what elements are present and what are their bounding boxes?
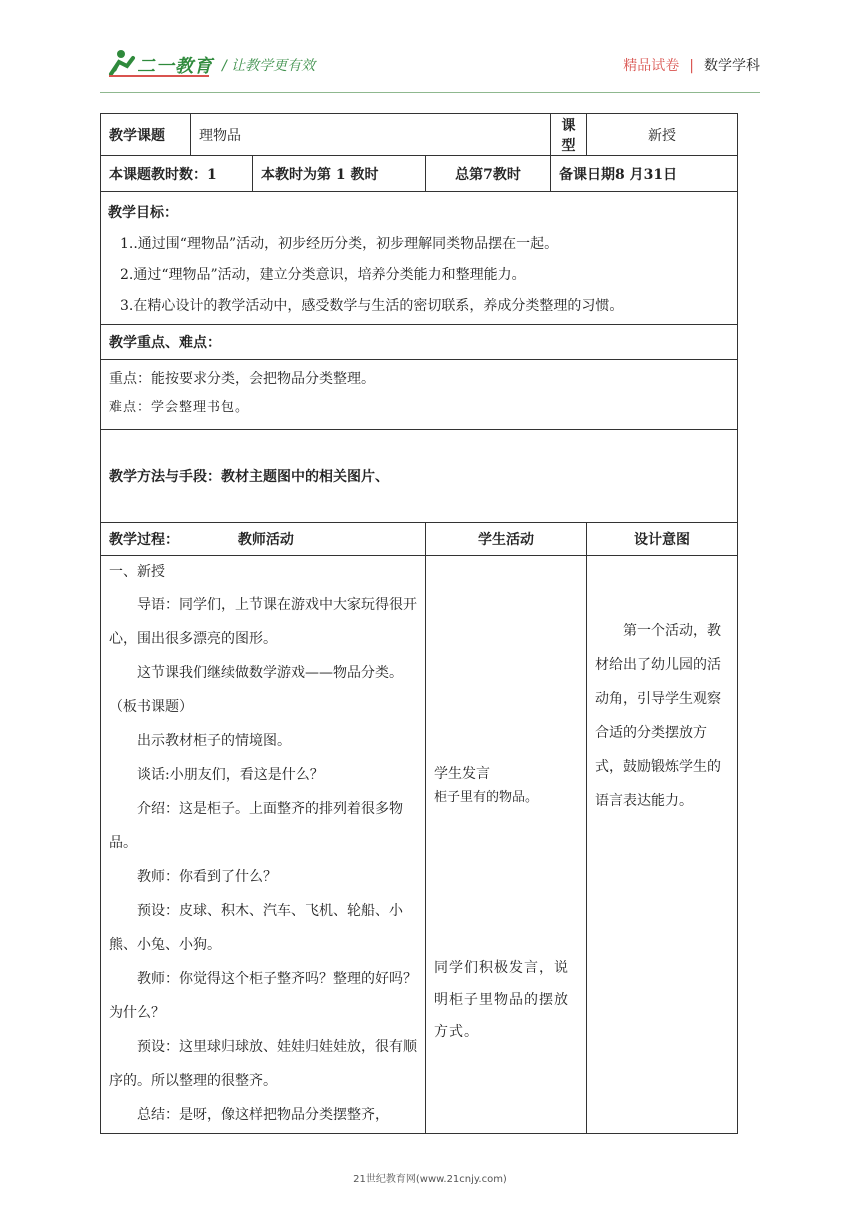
topic-value: 理物品 <box>191 114 551 156</box>
teacher-line: 出示教材柜子的情境图。 <box>137 733 291 749</box>
student-line: 同学们积极发言，说明柜子里物品的摆放方式。 <box>434 960 569 1040</box>
type-value: 新授 <box>587 114 738 156</box>
topic-label: 教学课题 <box>101 114 191 156</box>
teacher-line: 总结：是呀，像这样把物品分类摆整齐， <box>137 1107 389 1123</box>
goals-title: 教学目标： <box>108 205 178 221</box>
page-footer: 21世纪教育网(www.21cnjy.com) <box>353 1174 507 1185</box>
total-lesson-label: 总第7教时 <box>426 156 551 192</box>
student-line: 学生发言 <box>434 766 490 782</box>
row-topic <box>101 114 738 156</box>
header-label: 精品试卷 <box>623 58 680 74</box>
process-header-cell <box>101 523 426 556</box>
teacher-line: 教师：你觉得这个柜子整齐吗？整理的好吗？为什么？ <box>109 971 417 1021</box>
teacher-line: 谈话:小朋友们，看这是什么？ <box>137 767 324 783</box>
teacher-activity-header: 教师活动 <box>237 532 294 548</box>
design-intent-text: 第一个活动，教材给出了幼儿园的活动角，引导学生观察合适的分类摆放方式，鼓励锻炼学生的语言表达能力。 <box>595 623 722 809</box>
key-points-title: 教学重点、难点： <box>101 325 738 360</box>
methods-text: 教学方法与手段：教材主题图中的相关图片、 <box>101 430 738 523</box>
teacher-activity-cell <box>101 556 426 1134</box>
difficult-point: 难点：学会整理书包。 <box>109 400 250 415</box>
goal-item: 3.在精心设计的教学活动中，感受数学与生活的密切联系，养成分类整理的习惯。 <box>120 298 624 314</box>
row-goals <box>101 192 738 325</box>
teacher-line: 这节课我们继续做数学游戏——物品分类。（板书课题） <box>109 665 403 715</box>
goal-item: 2.通过“理物品”活动，建立分类意识，培养分类能力和整理能力。 <box>120 267 526 283</box>
current-lesson-label: 本教时为第 1 教时 <box>253 156 426 192</box>
teacher-line: 教师：你看到了什么？ <box>137 869 277 885</box>
student-activity-cell <box>426 556 587 1134</box>
row-methods <box>101 430 738 523</box>
teacher-line: 一、新授 <box>109 564 165 580</box>
lesson-plan-table <box>100 113 738 1134</box>
header-right <box>623 55 760 75</box>
brand-slogan: / 让教学更有效 <box>222 58 316 74</box>
process-label: 教学过程： <box>109 532 179 548</box>
teacher-line: 预设：皮球、积木、汽车、飞机、轮船、小熊、小兔、小狗。 <box>109 903 403 953</box>
row-process <box>101 556 738 1134</box>
goal-item: 1..通过围“理物品”活动，初步经历分类，初步理解同类物品摆在一起。 <box>120 236 559 252</box>
row-key-points <box>101 360 738 430</box>
brand-name: 二一教育 <box>137 56 213 77</box>
student-line: 柜子里有的物品。 <box>434 790 539 805</box>
row-key-title <box>101 325 738 360</box>
type-label: 课型 <box>551 114 587 156</box>
row-process-header <box>101 523 738 556</box>
header-divider <box>100 92 760 93</box>
header-separator: | <box>689 58 694 74</box>
prep-date-label: 备课日期8 月31日 <box>551 156 738 192</box>
design-intent-cell <box>587 556 738 1134</box>
student-activity-header: 学生活动 <box>426 523 587 556</box>
teacher-line: 导语：同学们，上节课在游戏中大家玩得很开心，围出很多漂亮的图形。 <box>109 597 417 647</box>
header-subject: 数学学科 <box>704 58 760 74</box>
teacher-line: 介绍：这是柜子。上面整齐的排列着很多物品。 <box>109 801 403 851</box>
hours-label: 本课题教时数：1 <box>101 156 253 192</box>
design-intent-header: 设计意图 <box>587 523 738 556</box>
page-header <box>0 0 860 100</box>
row-hours <box>101 156 738 192</box>
teacher-line: 预设：这里球归球放、娃娃归娃娃放，很有顺序的。所以整理的很整齐。 <box>109 1039 417 1089</box>
key-point: 重点：能按要求分类，会把物品分类整理。 <box>109 371 375 387</box>
